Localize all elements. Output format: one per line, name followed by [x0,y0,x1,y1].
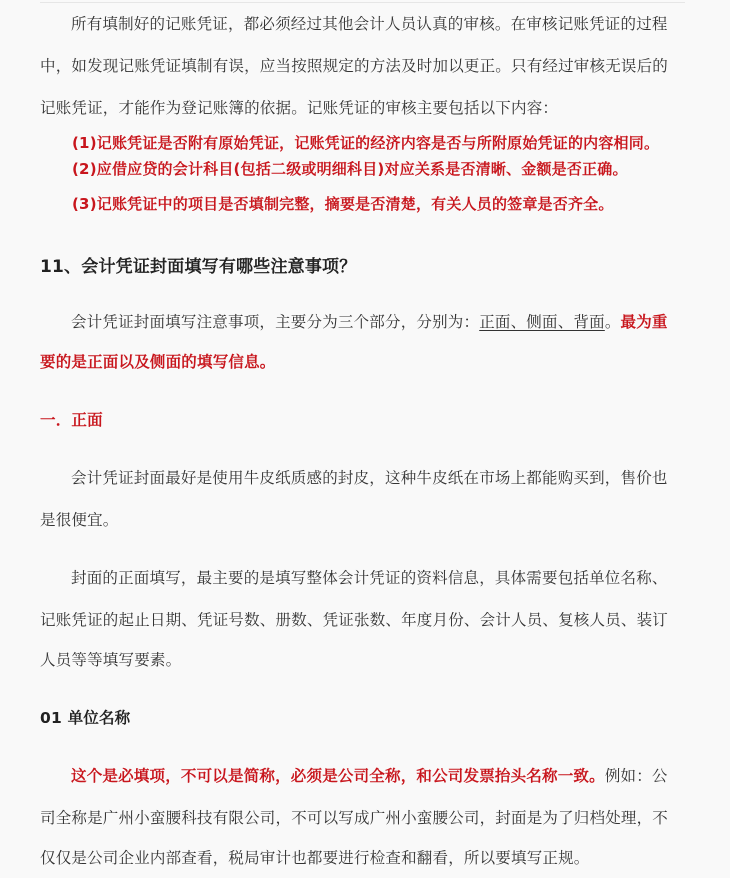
front-para1-line-1: 会计凭证封面最好是使用牛皮纸质感的封皮，这种牛皮纸在市场上都能购买到，售价也 [71,469,668,487]
front-para2-line-3: 人员等等填写要素。 [40,651,182,669]
review-item-1: (1)记账凭证是否附有原始凭证，记账凭证的经济内容是否与所附原始凭证的内容相同。 [72,134,660,152]
top-divider [40,2,685,3]
item-heading-company-name: 01 单位名称 [40,709,131,727]
section-11-intro-line-2: 要的是正面以及侧面的填写信息。 [40,353,276,371]
company-name-para-line-1 [71,766,685,786]
review-item-2: (2)应借应贷的会计科目(包括二级或明细科目)对应关系是否清晰、金额是否正确。 [72,160,628,178]
front-para1-line-2: 是很便宜。 [40,511,119,529]
front-para2-line-2: 记账凭证的起止日期、凭证号数、册数、凭证张数、年度月份、会计人员、复核人员、装订 [40,611,669,629]
intro-underlined-parts: 正面、侧面、背面 [479,313,605,331]
review-item-3: (3)记账凭证中的项目是否填制完整，摘要是否清楚，有关人员的签章是否齐全。 [72,195,614,213]
review-paragraph-line-3: 记账凭证，才能作为登记账簿的依据。记账凭证的审核主要包括以下内容： [40,99,559,117]
intro-period: 。 [604,313,621,331]
company-name-para-line-2: 司全称是广州小蛮腰科技有限公司，不可以写成广州小蛮腰公司，封面是为了归档处理，不 [40,809,669,827]
intro-emphasis-start: 最为重 [620,313,668,331]
section-heading-11: 11、会计凭证封面填写有哪些注意事项？ [40,257,357,277]
company-name-requirement: 这个是必填项，不可以是简称，必须是公司全称，和公司发票抬头名称一致。 [71,767,605,785]
front-para2-line-1: 封面的正面填写，最主要的是填写整体会计凭证的资料信息，具体需要包括单位名称、 [71,569,668,587]
subsection-heading-front: 一．正面 [40,411,103,429]
review-paragraph-line-2: 中，如发现记账凭证填制有误，应当按照规定的方法及时加以更正。只有经过审核无误后的 [40,57,669,75]
intro-prefix: 会计凭证封面填写注意事项，主要分为三个部分，分别为： [71,313,480,331]
review-paragraph-line-1: 所有填制好的记账凭证，都必须经过其他会计人员认真的审核。在审核记账凭证的过程 [71,15,668,33]
section-11-intro-line-1 [71,312,685,332]
company-name-para-line-3: 仅仅是公司企业内部查看，税局审计也都要进行检查和翻看，所以要填写正规。 [40,849,590,867]
company-name-example-start: 例如：公 [604,767,668,785]
